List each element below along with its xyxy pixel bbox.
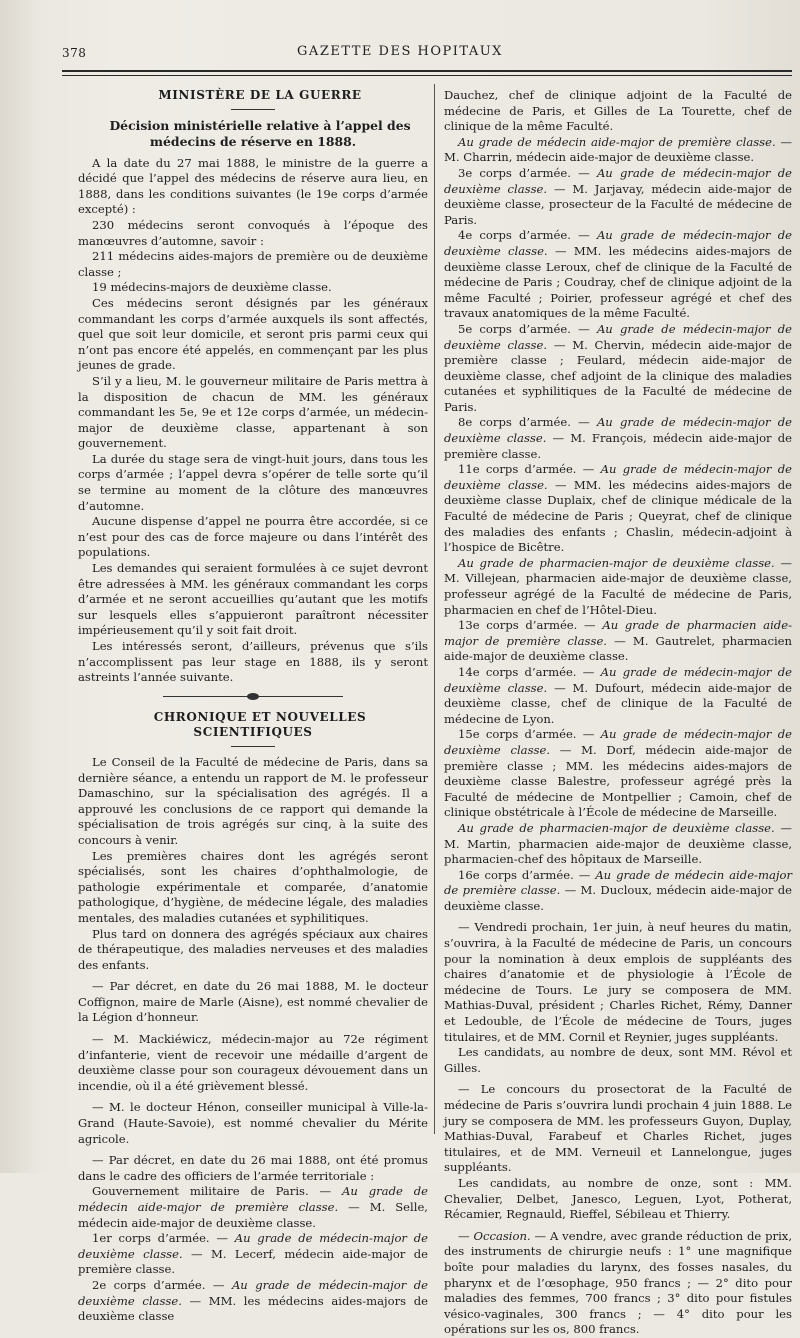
- news-paragraph: Plus tard on donnera des agrégés spéciaux aux chaires de thérapeutique, des maladies nerveuses et des maladies des enfants.: [78, 926, 428, 972]
- page-number: 378: [62, 46, 87, 60]
- promotion-paragraph: Gouvernement militaire de Paris. — Au grade de médecin aide-major de première classe. — M. Selle, médecin aide-major de deuxième classe.: [78, 1184, 428, 1230]
- article-paragraph: S’il y a lieu, M. le gouverneur militaire de Paris mettra à la disposition de chacun de MM. les généraux commandant les 5e, 9e et 12e corps d’armée, un médecin-major de deuxième classe, appartenant à son gouvernement.: [78, 373, 428, 451]
- news-paragraph: Les premières chaires dont les agrégés seront spécialisés, sont les chaires d’ophthalmologie, de pathologie expérimentale et comparée, d’anatomie pathologique, d’hygiène, de médecine légale, des maladies mentales, des maladies cutanées et syphilitiques.: [78, 848, 428, 925]
- news-paragraph: Les candidats, au nombre de deux, sont MM. Révol et Gilles.: [444, 1045, 792, 1075]
- promotion-paragraph: 5e corps d’armée. — Au grade de médecin-major de deuxième classe. — M. Chervin, médecin aide-major de première classe ; Feulard, médecin aide-major de deuxième classe, chef adjoint de la clinique des maladies cutanées et syphilitiques de la Faculté de médecine de Paris.: [444, 321, 792, 414]
- journal-title: GAZETTE DES HOPITAUX: [297, 44, 503, 59]
- article-paragraph: A la date du 27 mai 1888, le ministre de la guerre a décidé que l’appel des médecins de réserve aura lieu, en 1888, dans les conditions suivantes (le 19e corps d’armée excepté) :: [78, 155, 428, 217]
- article-paragraph: Les intéressés seront, d’ailleurs, prévenus que s’ils n’accomplissent pas leur stage en 1888, ils y seront astreints l’année suivante.: [78, 639, 428, 685]
- promotion-paragraph: 1er corps d’armée. — Au grade de médecin-major de deuxième classe. — M. Lecerf, médecin aide-major de première classe.: [78, 1231, 428, 1277]
- news-paragraph: — Par décret, en date du 26 mai 1888, M. le docteur Coffignon, maire de Marle (Aisne), est nommé chevalier de la Légion d’honneur.: [78, 979, 428, 1025]
- promotion-paragraph: 2e corps d’armée. — Au grade de médecin-major de deuxième classe. — MM. les médecins aides-majors de deuxième classe: [78, 1277, 428, 1324]
- promotion-paragraph: 8e corps d’armée. — Au grade de médecin-major de deuxième classe. — M. François, médecin aide-major de première classe.: [444, 415, 792, 461]
- article-paragraph: 211 médecins aides-majors de première ou de deuxième classe ;: [78, 249, 428, 279]
- promotion-paragraph: Au grade de pharmacien-major de deuxième classe. — M. Martin, pharmacien aide-major de deuxième classe, pharmacien-chef des hôpitaux de Marseille.: [444, 820, 793, 867]
- decision-heading: Décision ministérielle relative à l’appel des médecins de réserve en 1888.: [109, 117, 411, 149]
- promotion-paragraph: Au grade de médecin aide-major de première classe. — M. Charrin, médecin aide-major de deuxième classe.: [444, 134, 793, 165]
- promotion-paragraph: Au grade de pharmacien-major de deuxième classe. — M. Villejean, pharmacien aide-major de deuxième classe, professeur agrégé de la Faculté de médecine de Paris, pharmacien en chef de l’Hôtel-Dieu.: [444, 555, 793, 617]
- article-paragraph: 230 médecins seront convoqués à l’époque des manœuvres d’automne, savoir :: [78, 217, 428, 248]
- chronique-heading: CHRONIQUE ET NOUVELLES SCIENTIFIQUES: [153, 709, 367, 740]
- news-paragraph: — Le concours du prosectorat de la Faculté de médecine de Paris s’ouvrira lundi prochain 4 juin 1888. Le jury se composera de MM. les professeurs Guyon, Duplay, Mathias-Duval, Farabeuf et Charles Richet, juges titulaires, et de MM. Verneuil et Lannelongue, juges suppléants.: [444, 1082, 792, 1175]
- column-divider: [434, 84, 435, 1134]
- article-paragraph: Les demandes qui seraient formulées à ce sujet devront être adressées à MM. les généraux commandant les corps d’armée et ne seront accueillies qu’autant que les motifs sur lesquels elles s’appuieront paraîtront nécessiter impérieusement qu’il y soit fait droit.: [78, 561, 428, 638]
- running-head: [62, 46, 792, 68]
- short-rule: [231, 109, 275, 110]
- promotion-paragraph: 4e corps d’armée. — Au grade de médecin-major de deuxième classe. — MM. les médecins aides-majors de deuxième classe Leroux, chef de clinique de la Faculté de médecine de Paris ; Coudray, chef de clinique adjoint de la même Faculté ; Poirier, professeur agrégé et chef des travaux anatomiques de la même Faculté.: [444, 228, 792, 321]
- promotion-paragraph: Dauchez, chef de clinique adjoint de la Faculté de médecine de Paris, et Gilles de La Tourette, chef de clinique de la même Faculté.: [444, 88, 792, 134]
- ministere-heading: MINISTÈRE DE LA GUERRE: [158, 88, 362, 102]
- header-rule-thick: [62, 70, 792, 72]
- promotion-paragraph: 16e corps d’armée. — Au grade de médecin aide-major de première classe. — M. Ducloux, médecin aide-major de deuxième classe.: [444, 867, 792, 913]
- promotion-paragraph: 14e corps d’armée. — Au grade de médecin-major de deuxième classe. — M. Dufourt, médecin aide-major de deuxième classe, chef de clinique de la Faculté de médecine de Lyon.: [444, 664, 792, 726]
- short-rule: [231, 746, 275, 747]
- advertisement-paragraph: — Occasion. — A vendre, avec grande réduction de prix, des instruments de chirurgie neufs : 1° une magnifique boîte pour maladies du larynx, des fosses nasales, du pharynx et de l’œsophage, 950 francs ; — 2° dito pour maladies des femmes, 700 francs ; 3° dito pour fistules vésico-vaginales, 300 francs ; — 4° dito pour les opérations sur les os, 800 francs.: [444, 1228, 793, 1337]
- article-paragraph: Aucune dispense d’appel ne pourra être accordée, si ce n’est pour des cas de force majeure ou dans l’intérêt des populations.: [78, 514, 428, 560]
- ornament-divider: [163, 693, 343, 700]
- promotion-paragraph: 11e corps d’armée. — Au grade de médecin-major de deuxième classe. — MM. les médecins aides-majors de deuxième classe Duplaix, chef de clinique médicale de la Faculté de médecine de Paris ; Queyrat, chef de clinique des maladies des enfants ; Chaslin, médecin-adjoint à l’hospice de Bicêtre.: [444, 462, 792, 555]
- promotion-paragraph: 13e corps d’armée. — Au grade de pharmacien aide-major de première classe. — M. Gautrelet, pharmacien aide-major de deuxième classe.: [444, 618, 792, 664]
- news-paragraph: — M. le docteur Hénon, conseiller municipal à Ville-la-Grand (Haute-Savoie), est nommé chevalier du Mérite agricole.: [78, 1100, 428, 1146]
- news-paragraph: — M. Mackiéwicz, médecin-major au 72e régiment d’infanterie, vient de recevoir une médaille d’argent de deuxième classe pour son courageux dévouement dans un incendie, où il a été grièvement blessé.: [78, 1032, 428, 1093]
- header-rule-thin: [62, 75, 792, 76]
- news-paragraph: Le Conseil de la Faculté de médecine de Paris, dans sa dernière séance, a entendu un rapport de M. le professeur Damaschino, sur la spécialisation des agrégés. Il a approuvé les conclusions de ce rapport qui demande la spécialisation de trois agrégés sur cinq, à la suite des concours à venir.: [78, 754, 428, 847]
- news-paragraph: — Par décret, en date du 26 mai 1888, ont été promus dans le cadre des officiers de l’armée territoriale :: [78, 1153, 428, 1183]
- left-column: [78, 88, 428, 1325]
- article-paragraph: Ces médecins seront désignés par les généraux commandant les corps d’armée auxquels ils sont affectés, quel que soit leur domicile, et seront pris parmi ceux qui n’ont pas encore été appelés, en commençant par les plus jeunes de grade.: [78, 295, 428, 373]
- right-column: [444, 88, 792, 1338]
- article-paragraph: La durée du stage sera de vingt-huit jours, dans tous les corps d’armée ; l’appel devra s’opérer de telle sorte qu’il se termine au moment de la clôture des manœuvres d’automne.: [78, 451, 428, 513]
- news-paragraph: — Vendredi prochain, 1er juin, à neuf heures du matin, s’ouvrira, à la Faculté de médecine de Paris, un concours pour la nomination à deux emplois de suppléants des chaires d’anatomie et de physiologie à l’École de médecine de Tours. Le jury se composera de MM. Mathias-Duval, président ; Charles Richet, Rémy, Danner et Ledouble, de l’École de médecine de Tours, juges titulaires, et de MM. Cornil et Reynier, juges suppléants.: [444, 920, 792, 1044]
- news-paragraph: Les candidats, au nombre de onze, sont : MM. Chevalier, Delbet, Janesco, Leguen, Lyot, Potherat, Récamier, Regnauld, Rieffel, Sébileau et Thierry.: [444, 1175, 792, 1222]
- article-paragraph: 19 médecins-majors de deuxième classe.: [92, 280, 332, 295]
- promotion-paragraph: 15e corps d’armée. — Au grade de médecin-major de deuxième classe. — M. Dorf, médecin aide-major de première classe ; MM. les médecins aides-majors de deuxième classe Balestre, professeur agrégé près la Faculté de médecine de Montpellier ; Camoin, chef de clinique obstétricale à l’École de médecine de Marseille.: [444, 727, 792, 820]
- promotion-paragraph: 3e corps d’armée. — Au grade de médecin-major de deuxième classe. — M. Jarjavay, médecin aide-major de deuxième classe, prosecteur de la Faculté de médecine de Paris.: [444, 165, 792, 227]
